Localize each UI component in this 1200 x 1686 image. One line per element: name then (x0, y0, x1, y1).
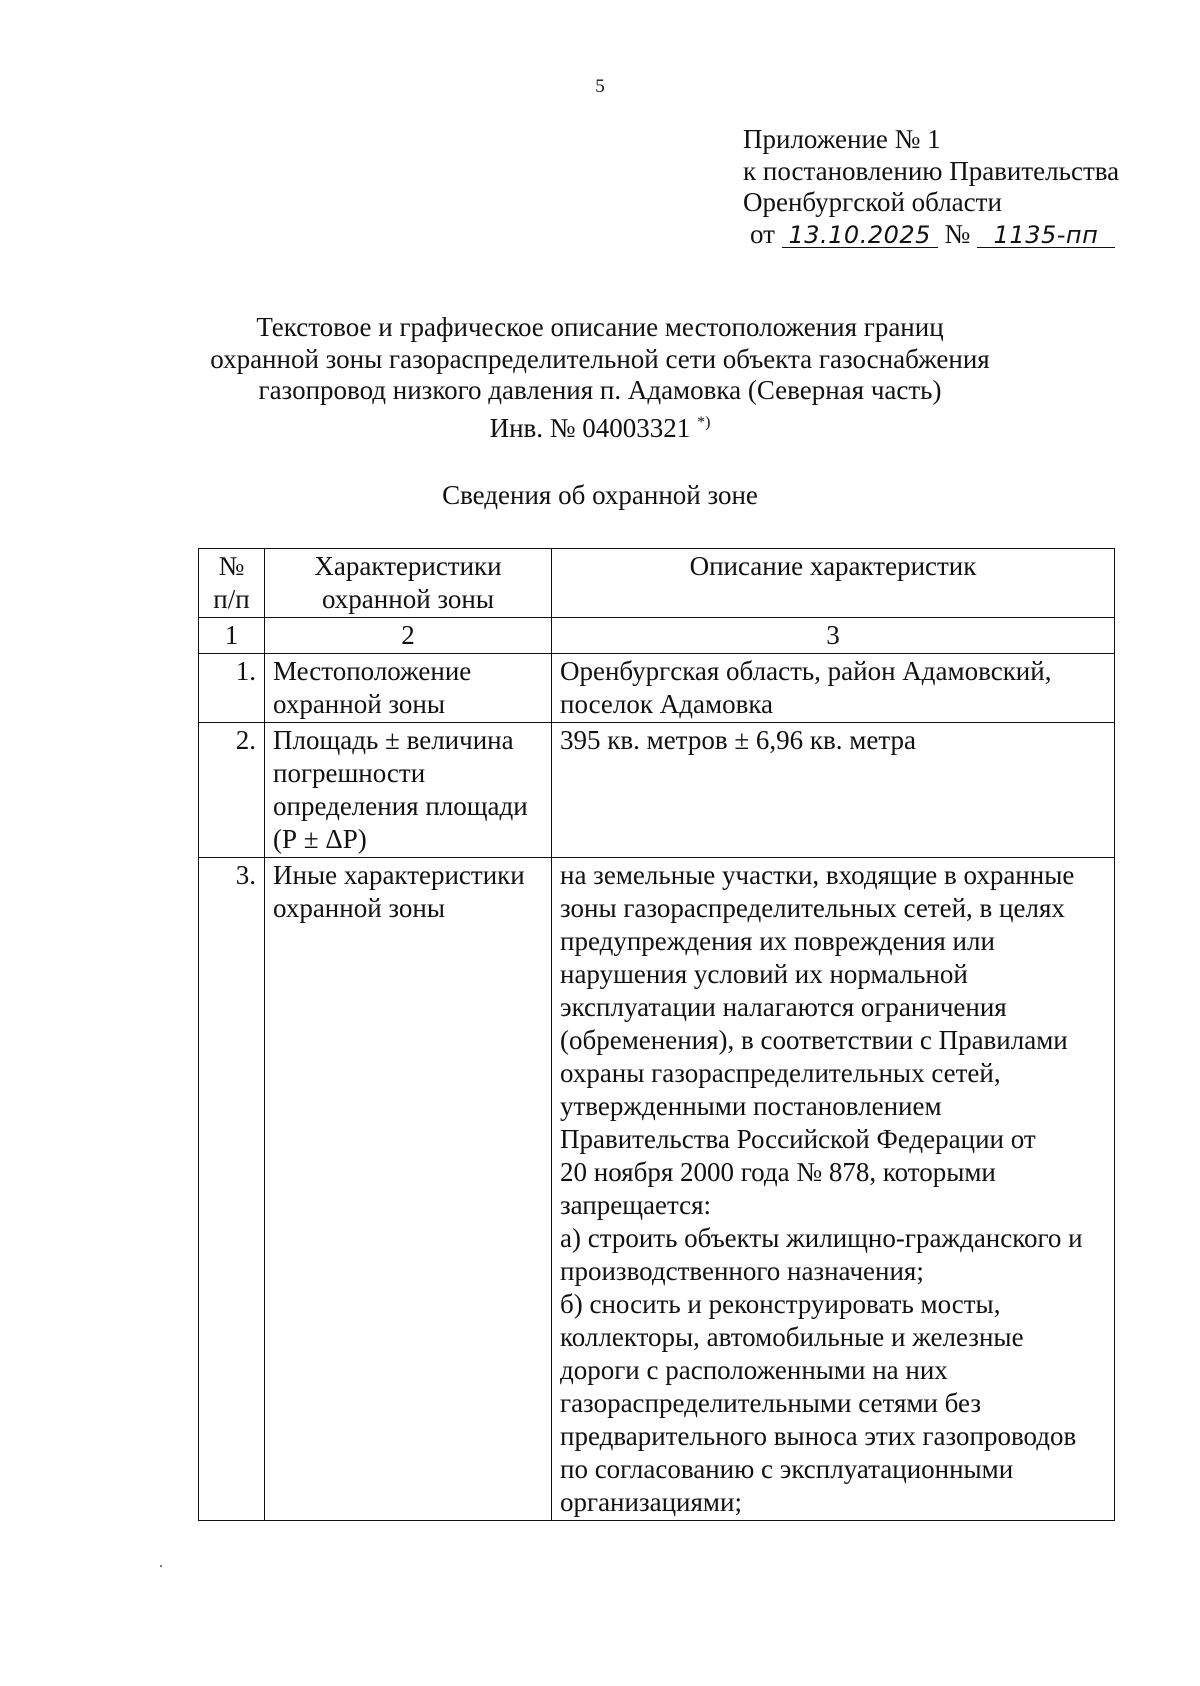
table-header-row (199, 549, 1115, 618)
date-prefix: от (750, 218, 775, 249)
header-num: № п/п (199, 549, 265, 618)
column-number-1: 1 (199, 618, 265, 654)
appendix-line-3: Оренбургской области (743, 187, 1002, 217)
handwritten-number: 1135-пп (977, 223, 1115, 248)
inventory-number: Инв. № 04003321 (489, 412, 691, 443)
row-description: Оренбургская область, район Адамовский, поселок Адамовка (552, 654, 1115, 723)
title-line-1: Текстовое и графическое описание местоположения границ (256, 312, 944, 342)
table-row (199, 723, 1115, 858)
number-prefix: № (944, 218, 971, 249)
title-line-2: охранной зоны газораспределительной сети объекта газоснабжения (210, 343, 990, 374)
row-description: 395 кв. метров ± 6,96 кв. метра (552, 723, 1115, 858)
column-number-2: 2 (265, 618, 552, 654)
row-num: 3. (199, 858, 265, 1521)
title-line-3: газопровод низкого давления п. Адамовка (Северная часть) (258, 375, 942, 405)
handwritten-date: 13.10.2025 (782, 223, 938, 248)
appendix-date-line (743, 219, 1119, 251)
appendix-line-1: Приложение № 1 (743, 124, 941, 154)
row-characteristic: Площадь ± величина погрешности определения площади (Р ± ΔР) (265, 723, 552, 858)
row-num: 1. (199, 654, 265, 723)
protection-zone-table (198, 548, 1115, 1521)
scan-speck (160, 1565, 162, 1567)
row-num: 2. (199, 723, 265, 858)
row-characteristic: Иные характеристики охранной зоны (265, 858, 552, 1521)
table-row (199, 654, 1115, 723)
column-number-3: 3 (552, 618, 1115, 654)
appendix-line-2: к постановлению Правительства (743, 155, 1120, 186)
header-description: Описание характеристик (552, 549, 1115, 618)
appendix-header (743, 124, 1119, 250)
section-title: Сведения об охранной зоне (442, 480, 758, 510)
page-number: 5 (595, 76, 605, 97)
row-description: на земельные участки, входящие в охранные зоны газораспределительных сетей, в целях предупреждения их повреждения или нарушения условий их нормальной эксплуатации налагаются ограничения (обременения), в соответствии с Правилами охраны газораспределительных сетей, утвержденными постановлением Правительства Российской Федерации от 20 ноября 2000 года № 878, которыми запрещается: а) строить объекты жилищно-гражданского и производственного назначения; б) сносить и реконструировать мосты, коллекторы, автомобильные и железные дороги с расположенными на них газораспределительными сетями без предварительного выноса этих газопроводов по согласованию с эксплуатационными организациями; (552, 858, 1115, 1521)
title-line-4 (0, 407, 1200, 445)
table-row (199, 858, 1115, 1521)
header-characteristic: Характеристики охранной зоны (265, 549, 552, 618)
row-characteristic: Местоположение охранной зоны (265, 654, 552, 723)
document-title (0, 312, 1200, 444)
column-number-row (199, 618, 1115, 654)
footnote-mark: *) (697, 413, 711, 431)
